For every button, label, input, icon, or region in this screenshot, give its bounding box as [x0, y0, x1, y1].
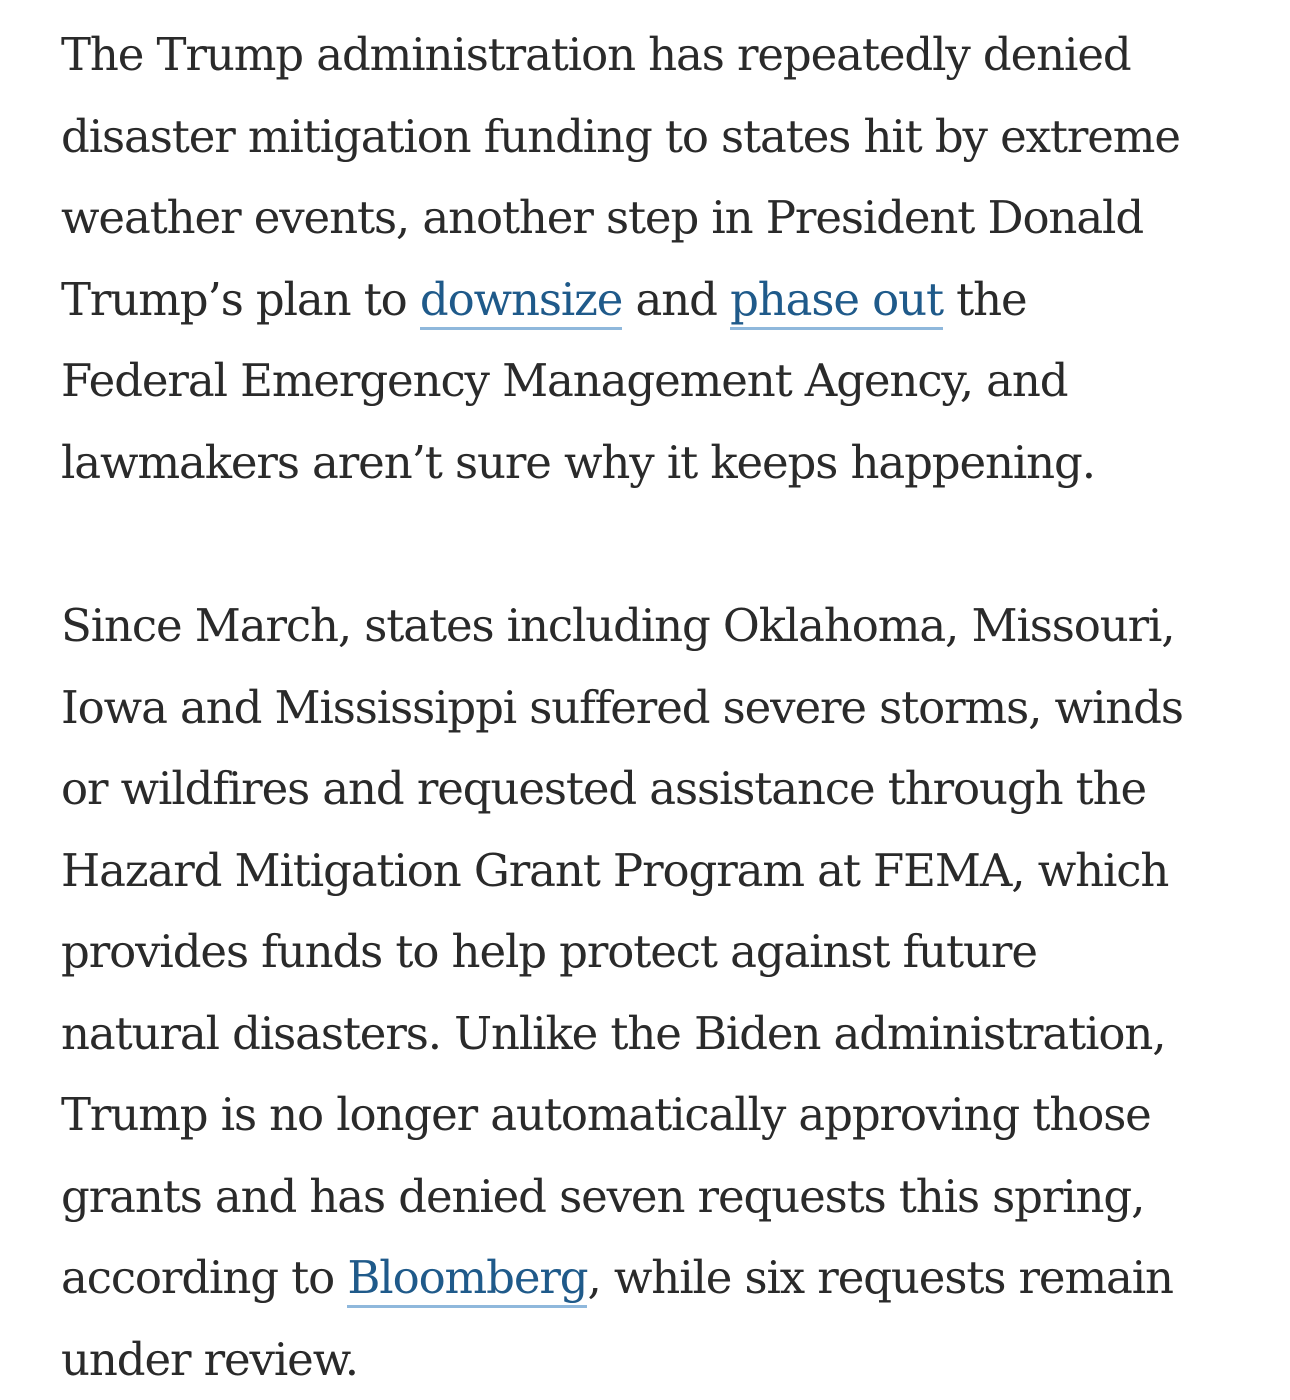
paragraph-line: natural disasters. Unlike the Biden administration, [61, 993, 1261, 1075]
paragraph-line: The Trump administration has repeatedly denied [61, 14, 1261, 96]
paragraph-line: grants and has denied seven requests this spring, [61, 1156, 1261, 1238]
paragraph-line: provides funds to help protect against future [61, 911, 1261, 993]
paragraph-line: or wildfires and requested assistance through the [61, 748, 1261, 830]
paragraph-line: Iowa and Mississippi suffered severe storms, winds [61, 667, 1261, 749]
link-bloomberg[interactable]: Bloomberg [347, 1251, 587, 1308]
text-segment: according to [61, 1251, 347, 1304]
paragraph-1 [61, 14, 1261, 503]
text-segment: Trump’s plan to [61, 273, 420, 326]
paragraph-line: under review. [61, 1319, 1261, 1400]
article-body [61, 14, 1261, 1400]
text-segment: the [943, 273, 1027, 326]
paragraph-line: weather events, another step in President Donald [61, 177, 1261, 259]
text-segment: and [622, 273, 730, 326]
paragraph-2 [61, 585, 1261, 1400]
link-downsize[interactable]: downsize [420, 273, 622, 330]
paragraph-line [61, 1237, 1261, 1319]
paragraph-line: Hazard Mitigation Grant Program at FEMA, which [61, 830, 1261, 912]
paragraph-line: Since March, states including Oklahoma, Missouri, [61, 585, 1261, 667]
link-phase-out[interactable]: phase out [730, 273, 943, 330]
paragraph-line [61, 259, 1261, 341]
paragraph-line: disaster mitigation funding to states hit by extreme [61, 96, 1261, 178]
paragraph-line: lawmakers aren’t sure why it keeps happening. [61, 422, 1261, 504]
text-segment: , while six requests remain [587, 1251, 1172, 1304]
paragraph-line: Trump is no longer automatically approving those [61, 1074, 1261, 1156]
paragraph-line: Federal Emergency Management Agency, and [61, 340, 1261, 422]
